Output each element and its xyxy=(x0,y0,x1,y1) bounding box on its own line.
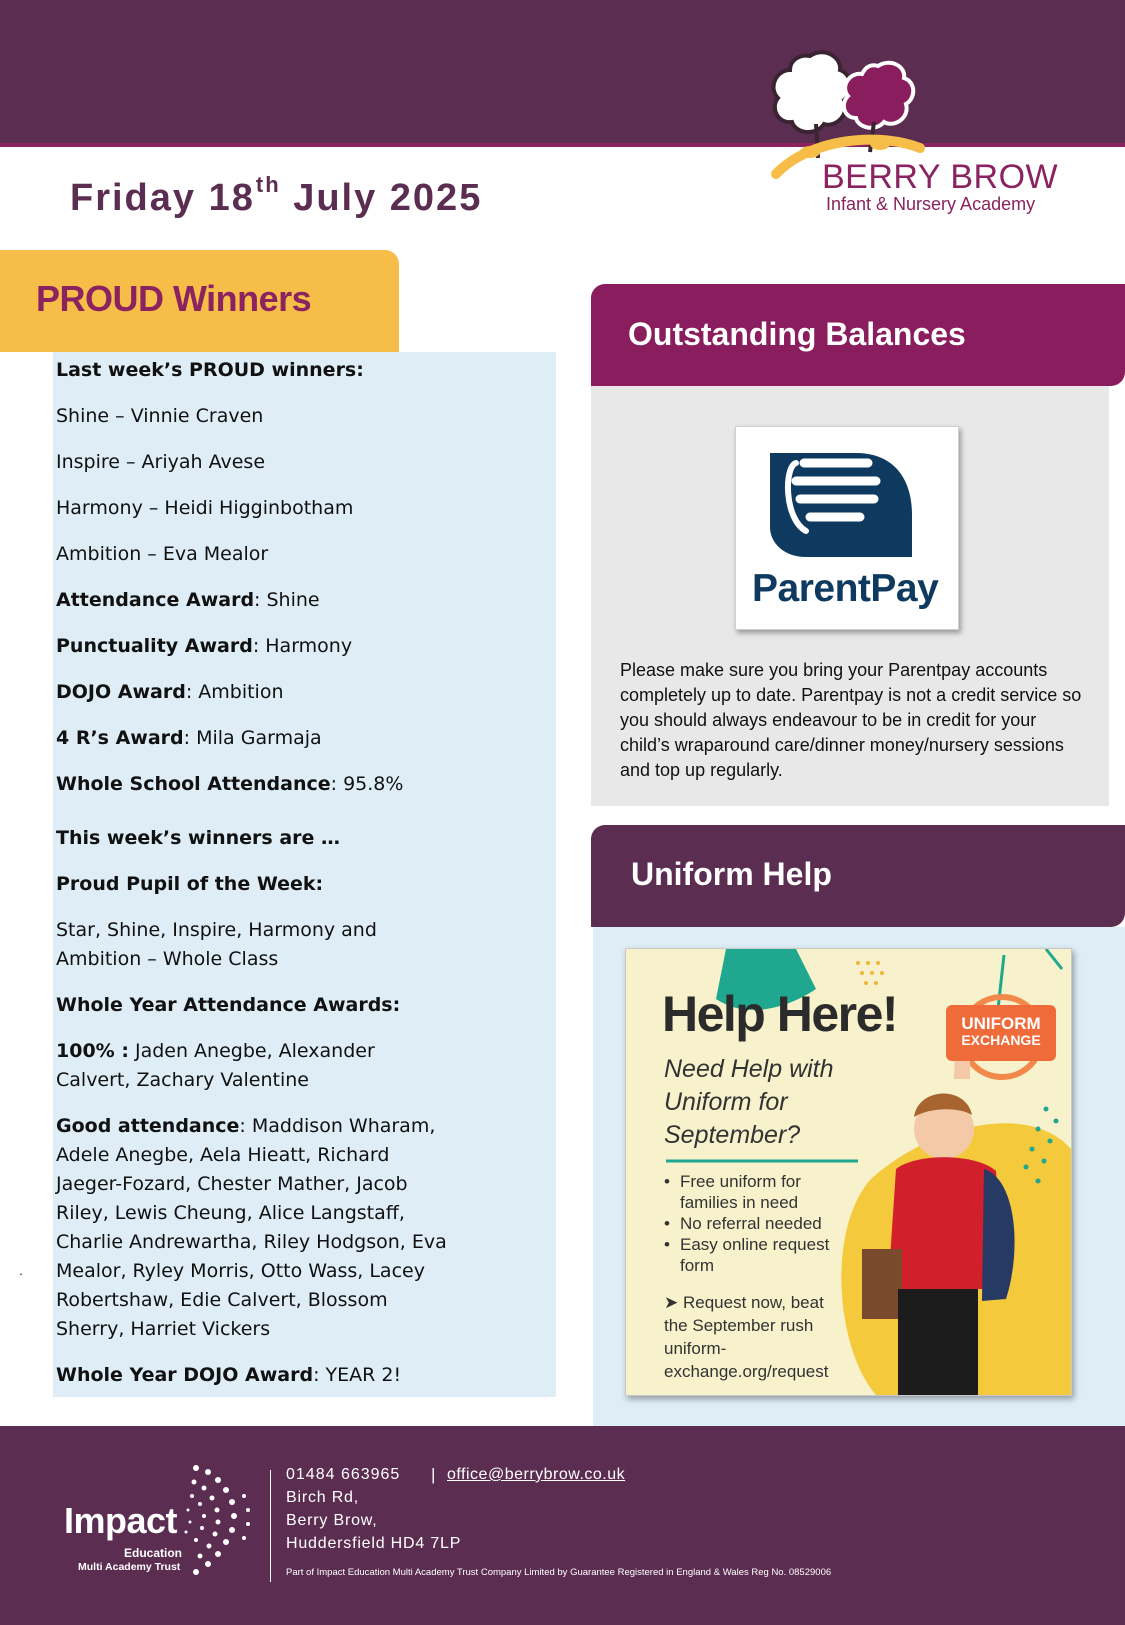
footer-address-line: Berry Brow, xyxy=(286,1512,378,1529)
uniform-title: Uniform Help xyxy=(631,856,832,892)
uniform-exchange-poster xyxy=(625,948,1072,1396)
year-attendance-heading: Whole Year Attendance Awards: xyxy=(56,994,401,1016)
award-line: Punctuality Award: Harmony xyxy=(56,635,353,657)
award-line: 4 R’s Award: Mila Garmaja xyxy=(56,727,322,749)
house-winner: Shine – Vinnie Craven xyxy=(56,405,264,427)
balances-body: Please make sure you bring your Parentpay accounts completely up to date. Parentpay is not a credit service so you should always endeavour to be in credit for your child’s wraparound care/dinner money/nursery sessions and top up regularly. xyxy=(620,660,1082,780)
full-attendance-line: 100% : Jaden Anegbe, Alexander Calvert, Zachary Valentine xyxy=(56,1040,375,1091)
impact-education: Education xyxy=(124,1546,183,1560)
parentpay-wordmark: ParentPay xyxy=(752,567,939,610)
house-winner: Inspire – Ariyah Avese xyxy=(56,451,266,473)
header-band xyxy=(0,0,1125,143)
footer-legal: Part of Impact Education Multi Academy Trust Company Limited by Guarantee Registered in England & Wales Reg No. 08529006 xyxy=(286,1567,832,1578)
footer-address-line: Huddersfield HD4 7LP xyxy=(286,1535,462,1552)
pupil-of-week-heading: Proud Pupil of the Week: xyxy=(56,873,324,895)
house-winner: Harmony – Heidi Higginbotham xyxy=(56,497,354,519)
stray-mark: . xyxy=(19,1262,23,1278)
good-attendance-line: Good attendance: Maddison Wharam, Adele Anegbe, Aela Hieatt, Richard Jaeger-Fozard, Chester Mather, Jacob Riley, Lewis Cheung, Alice Langstaff, Charlie Andrewartha, Riley Hodgson, Eva Mealor, Ryley Morris, Otto Wass, Lacey Robertshaw, Edie Calvert, Blossom Sherry, Harriet Vickers xyxy=(56,1115,447,1340)
school-subtitle: Infant & Nursery Academy xyxy=(826,194,1036,214)
newsletter-date: Friday 18th July 2025 xyxy=(70,172,483,219)
parentpay-logo xyxy=(735,426,959,630)
poster-subhead: Need Help with Uniform for September? xyxy=(664,1055,834,1149)
footer-email-link[interactable]: office@berrybrow.co.uk xyxy=(447,1466,626,1483)
balances-title: Outstanding Balances xyxy=(628,316,966,352)
winners-list xyxy=(56,356,451,1390)
impact-trust: Multi Academy Trust xyxy=(78,1561,181,1573)
poster-bullets: • Free uniform for families in need • No referral needed • Easy online request form xyxy=(664,1172,830,1275)
footer-phone[interactable]: 01484 663965 xyxy=(286,1466,401,1483)
school-name: BERRY BROW xyxy=(822,158,1059,196)
uniform-exchange-badge: UNIFORM EXCHANGE xyxy=(946,1005,1056,1061)
footer-separator: | xyxy=(431,1465,436,1484)
footer-address-line: Birch Rd, xyxy=(286,1489,359,1506)
poster-cta: ➤ Request now, beat the September rush uniform- exchange.org/request xyxy=(664,1293,829,1381)
award-line: Attendance Award: Shine xyxy=(56,589,320,611)
poster-headline: Help Here! xyxy=(662,986,898,1042)
proud-winners-title: PROUD Winners xyxy=(36,278,312,319)
pupil-of-week-text: Star, Shine, Inspire, Harmony and Ambition – Whole Class xyxy=(56,919,377,970)
award-line: DOJO Award: Ambition xyxy=(56,681,284,703)
impact-wordmark: Impact xyxy=(64,1500,178,1541)
house-winner: Ambition – Eva Mealor xyxy=(56,543,269,565)
last-week-heading: Last week’s PROUD winners: xyxy=(56,359,364,381)
this-week-heading: This week’s winners are … xyxy=(56,827,341,849)
award-line: Whole School Attendance: 95.8% xyxy=(56,773,404,795)
dojo-year-line: Whole Year DOJO Award: YEAR 2! xyxy=(56,1364,402,1386)
footer-divider xyxy=(270,1470,271,1582)
header-divider xyxy=(0,143,1125,147)
